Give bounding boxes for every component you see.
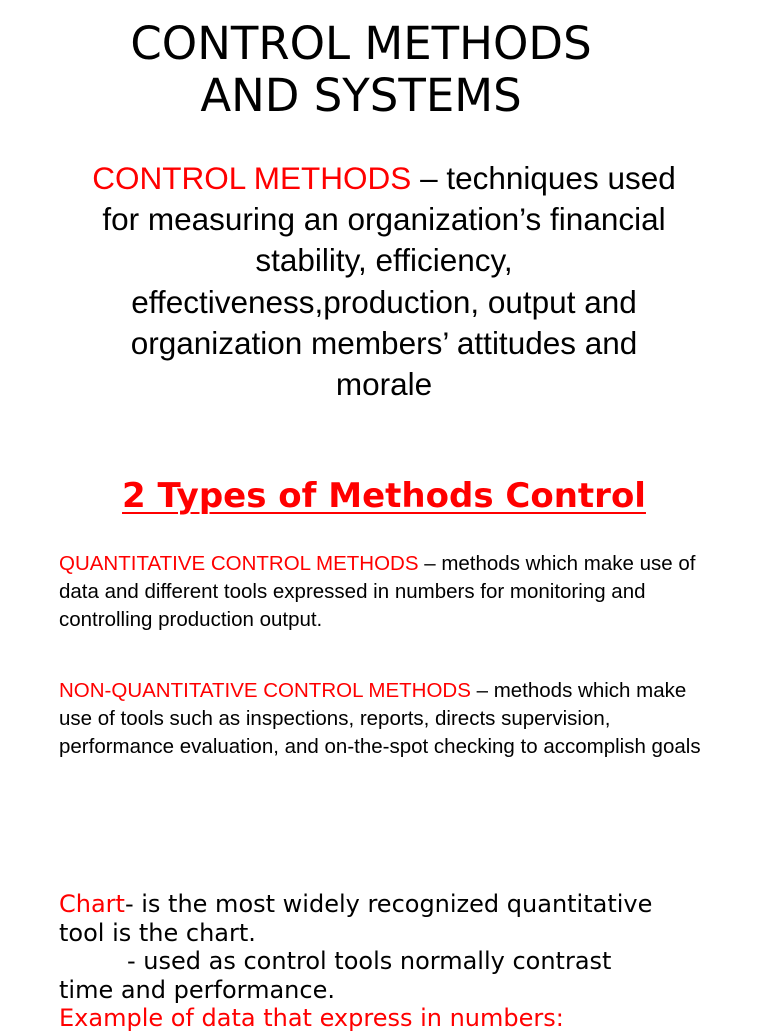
definition-line-5: organization members’ attitudes and — [130, 324, 638, 361]
chart-note — [59, 890, 739, 1033]
chart-note-line-1 — [59, 890, 739, 919]
chart-note-line-1-rest: - is the most widely recognized quantitative — [124, 890, 653, 918]
non-quantitative-term: NON-QUANTITATIVE CONTROL METHODS — [59, 679, 471, 702]
chart-note-line-3: - used as control tools normally contrast — [127, 947, 612, 975]
non-quantitative-method-paragraph — [59, 677, 724, 761]
non-quantitative-description: – methods which make use of tools such as inspections, reports, directs supervision, performance evaluation, and on-the-spot checking to accomplish goals — [59, 679, 701, 758]
slide-title-line-2: AND SYSTEMS — [200, 69, 522, 122]
example-heading: Example of data that express in numbers: — [59, 1004, 564, 1032]
chart-note-line-4: time and performance. — [59, 975, 335, 1004]
chart-term: Chart — [59, 890, 125, 918]
chart-note-line-2: tool is the chart. — [59, 918, 256, 947]
slide-title — [0, 18, 722, 122]
definition-term: CONTROL METHODS — [92, 160, 412, 196]
quantitative-method-paragraph — [59, 550, 724, 634]
definition-line-3: stability, efficiency, — [255, 242, 513, 279]
definition-line-6: morale — [335, 366, 433, 403]
quantitative-term: QUANTITATIVE CONTROL METHODS — [59, 552, 419, 575]
control-methods-definition — [40, 158, 728, 405]
definition-line-4: effectiveness,production, output and — [131, 283, 637, 320]
definition-line-1: – techniques used — [411, 160, 676, 196]
quantitative-description: – methods which make use of data and different tools expressed in numbers for monitoring and controlling production output. — [59, 552, 696, 631]
section-heading: 2 Types of Methods Control — [122, 476, 646, 516]
slide-title-line-1: CONTROL METHODS — [130, 17, 592, 70]
definition-line-2: for measuring an organization’s financial — [102, 201, 666, 238]
